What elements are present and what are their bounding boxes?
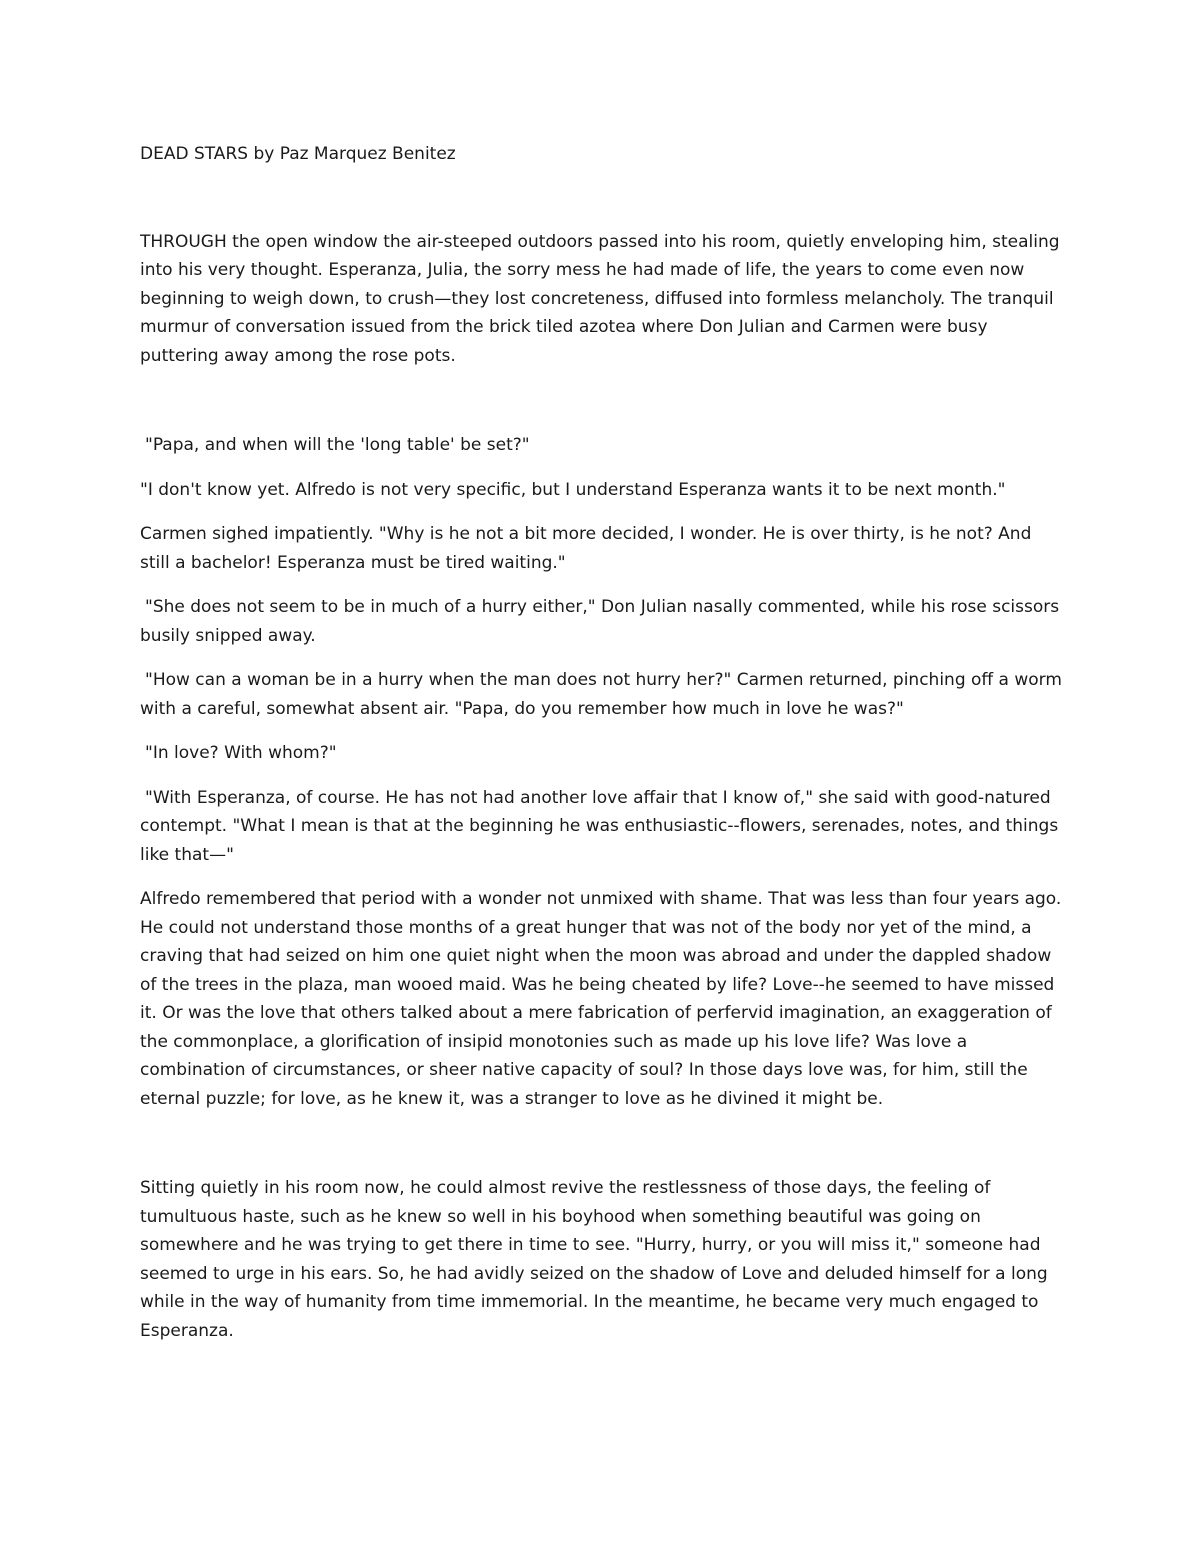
- paragraph-opening: THROUGH the open window the air-steeped outdoors passed into his room, quietly enveloping him, stealing into his very thought. Esperanza, Julia, the sorry mess he had made of life, the years to come even now beginning to weigh down, to crush—they lost concreteness, diffused into formless melancholy. The tranquil murmur of conversation issued from the brick tiled azotea where Don Julian and Carmen were busy puttering away among the rose pots.: [140, 231, 1060, 366]
- paragraph-dialogue: "Papa, and when will the 'long table' be set?": [145, 435, 530, 455]
- paragraph-dialogue: "In love? With whom?": [145, 743, 337, 763]
- document-title: DEAD STARS by Paz Marquez Benitez: [140, 144, 456, 164]
- paragraph-reflection: Alfredo remembered that period with a wonder not unmixed with shame. That was less than four years ago. He could not understand those months of a great hunger that was not of the body nor yet of the mind, a craving that had seized on him one quiet night when the moon was abroad and under the dappled shadow of the trees in the plaza, man wooed maid. Was he being cheated by life? Love--he seemed to have missed it. Or was the love that others talked about a mere fabrication of perfervid imagination, an exaggeration of the commonplace, a glorification of insipid monotonies such as made up his love life? Was love a combination of circumstances, or sheer native capacity of soul? In those days love was, for him, still the eternal puzzle; for love, as he knew it, was a stranger to love as he divined it might be.: [140, 889, 1062, 1109]
- document-body: [140, 140, 1065, 1361]
- paragraph-dialogue: "She does not seem to be in much of a hurry either," Don Julian nasally commented, while his rose scissors busily snipped away.: [140, 597, 1060, 646]
- paragraph-dialogue: Carmen sighed impatiently. "Why is he not a bit more decided, I wonder. He is over thirty, is he not? And still a bachelor! Esperanza must be tired waiting.": [140, 524, 1032, 573]
- paragraph-closing: Sitting quietly in his room now, he could almost revive the restlessness of those days, the feeling of tumultuous haste, such as he knew so well in his boyhood when something beautiful was going on somewhere and he was trying to get there in time to see. "Hurry, hurry, or you will miss it," someone had seemed to urge in his ears. So, he had avidly seized on the shadow of Love and deluded himself for a long while in the way of humanity from time immemorial. In the meantime, he became very much engaged to Esperanza.: [140, 1178, 1048, 1341]
- paragraph-dialogue: "With Esperanza, of course. He has not had another love affair that I know of," she said with good-natured contempt. "What I mean is that at the beginning he was enthusiastic--flowers, serenades, notes, and things like that—": [140, 787, 1059, 865]
- paragraph-dialogue: "I don't know yet. Alfredo is not very specific, but I understand Esperanza wants it to be next month.": [140, 479, 1006, 500]
- paragraph-dialogue: "How can a woman be in a hurry when the man does not hurry her?" Carmen returned, pinching off a worm with a careful, somewhat absent air. "Papa, do you remember how much in love he was?": [140, 670, 1062, 719]
